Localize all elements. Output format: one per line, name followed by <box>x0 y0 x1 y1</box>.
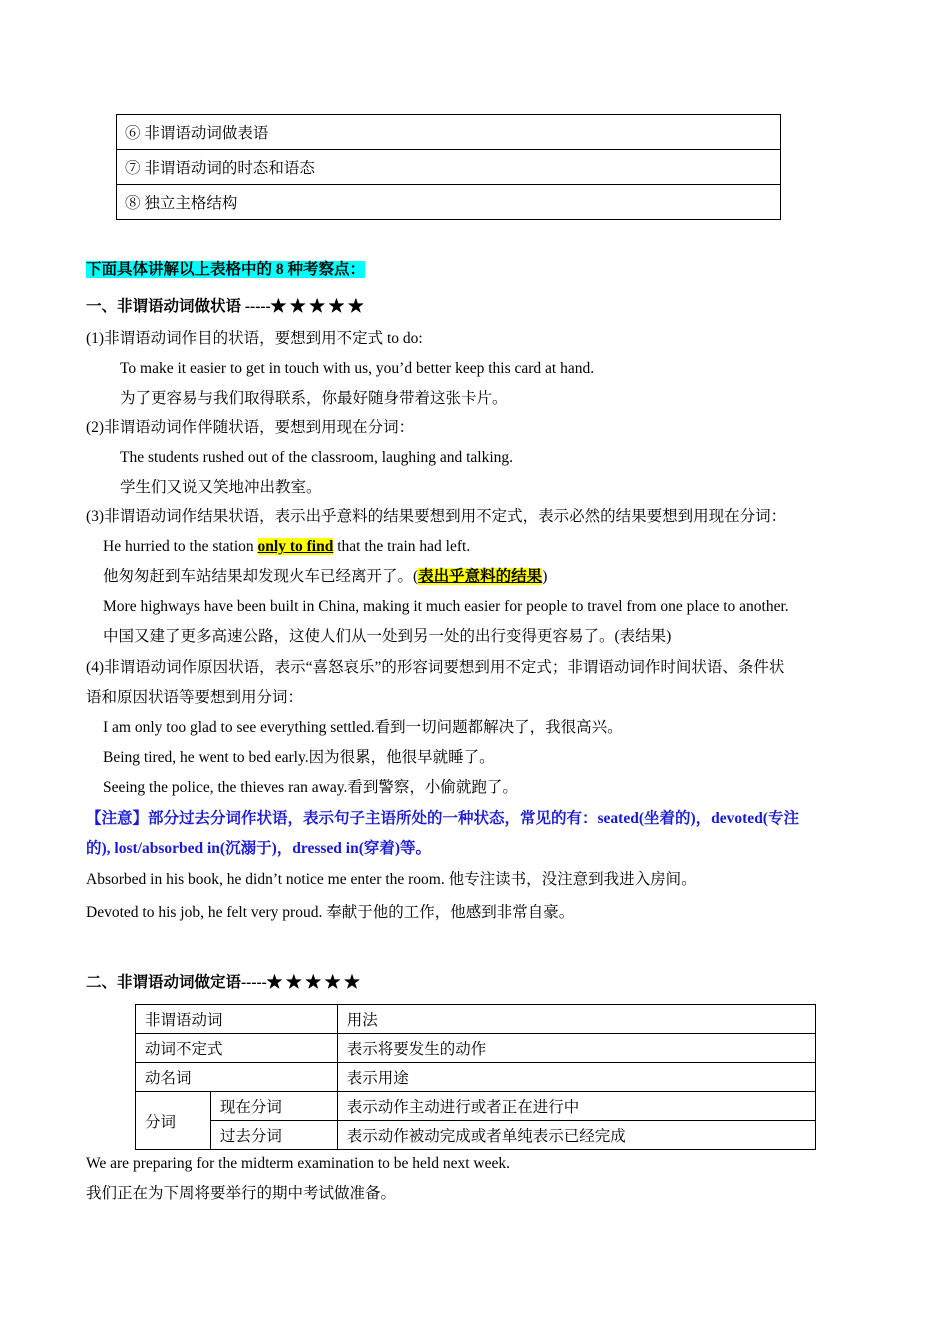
note: 的), lost/absorbed in(沉溺于)，dressed in(穿着)等。 <box>86 840 432 857</box>
table-cell: 表示将要发生的动作 <box>337 1034 815 1063</box>
table-header: 非谓语动词 <box>136 1005 338 1034</box>
topics-table <box>116 114 781 220</box>
table-cell: 表示动作被动完成或者单纯表示已经完成 <box>337 1121 815 1150</box>
example-zh <box>103 567 547 587</box>
table-cell: 动词不定式 <box>136 1034 338 1063</box>
table-cell: 过去分词 <box>210 1121 337 1150</box>
paragraph: (3)非谓语动词作结果状语，表示出乎意料的结果要想到用不定式，表示必然的结果要想到用现在分词： <box>86 508 787 525</box>
table-row <box>136 1005 816 1034</box>
table-row <box>117 115 781 150</box>
example-en: We are preparing for the midterm examination to be held next week. <box>86 1155 510 1172</box>
highlight: only to find <box>257 538 334 555</box>
table-row <box>136 1063 816 1092</box>
example-zh: 我们正在为下周将要举行的期中考试做准备。 <box>86 1185 397 1202</box>
example: Devoted to his job, he felt very proud. 奉献于他的工作，他感到非常自豪。 <box>86 904 575 921</box>
section1-title: 一、非谓语动词做状语 -----★ ★ ★ ★ ★ <box>86 298 364 315</box>
example: Absorbed in his book, he didn’t notice me enter the room. 他专注读书，没注意到我进入房间。 <box>86 871 697 888</box>
table-row <box>136 1034 816 1063</box>
table-cell: ⑧ 独立主格结构 <box>117 185 781 220</box>
example-en: To make it easier to get in touch with us, you’d better keep this card at hand. <box>120 360 595 377</box>
section2-title: 二、非谓语动词做定语-----★ ★ ★ ★ ★ <box>86 974 360 991</box>
example: Being tired, he went to bed early.因为很累，他很早就睡了。 <box>103 749 495 766</box>
intro-text: 下面具体讲解以上表格中的 8 种考察点： <box>86 261 366 278</box>
table-row <box>117 150 781 185</box>
table-cell: 现在分词 <box>210 1092 337 1121</box>
example-en: More highways have been built in China, making it much easier for people to travel from one place to another. <box>103 598 789 615</box>
table-cell: ⑦ 非谓语动词的时态和语态 <box>117 150 781 185</box>
example-zh: 中国又建了更多高速公路，这使人们从一处到另一处的出行变得更容易了。(表结果) <box>103 628 672 645</box>
table-cell: 动名词 <box>136 1063 338 1092</box>
intro-heading <box>86 260 365 280</box>
example: I am only too glad to see everything settled.看到一切问题都解决了，我很高兴。 <box>103 719 623 736</box>
text-segment: that the train had left. <box>333 538 471 555</box>
table-row <box>117 185 781 220</box>
highlight: 表出乎意料的结果 <box>418 568 543 585</box>
table-cell: 表示动作主动进行或者正在进行中 <box>337 1092 815 1121</box>
table-row <box>136 1121 816 1150</box>
paragraph: (4)非谓语动词作原因状语，表示“喜怒哀乐”的形容词要想到用不定式；非谓语动词作时间状语、条件状 <box>86 659 785 676</box>
example-zh: 为了更容易与我们取得联系，你最好随身带着这张卡片。 <box>120 390 508 407</box>
usage-table <box>135 1004 816 1150</box>
paragraph: (2)非谓语动词作伴随状语，要想到用现在分词： <box>86 419 415 436</box>
text-segment: ) <box>542 568 548 585</box>
note: 【注意】部分过去分词作状语，表示句子主语所处的一种状态，常见的有：seated(坐着的)，devoted(专注 <box>86 810 799 827</box>
table-row <box>136 1092 816 1121</box>
table-cell: ⑥ 非谓语动词做表语 <box>117 115 781 150</box>
table-cell: 分词 <box>136 1092 211 1150</box>
table-header: 用法 <box>337 1005 815 1034</box>
paragraph: (1)非谓语动词作目的状语，要想到用不定式 to do: <box>86 330 423 347</box>
text-segment: 他匆匆赶到车站结果却发现火车已经离开了。( <box>103 568 419 585</box>
table-cell: 表示用途 <box>337 1063 815 1092</box>
example-en: The students rushed out of the classroom, laughing and talking. <box>120 449 514 466</box>
example-en <box>103 537 470 557</box>
example: Seeing the police, the thieves ran away.看到警察，小偷就跑了。 <box>103 779 518 796</box>
example-zh: 学生们又说又笑地冲出教室。 <box>120 479 322 496</box>
paragraph: 语和原因状语等要想到用分词： <box>86 689 304 706</box>
text-segment: He hurried to the station <box>103 538 258 555</box>
